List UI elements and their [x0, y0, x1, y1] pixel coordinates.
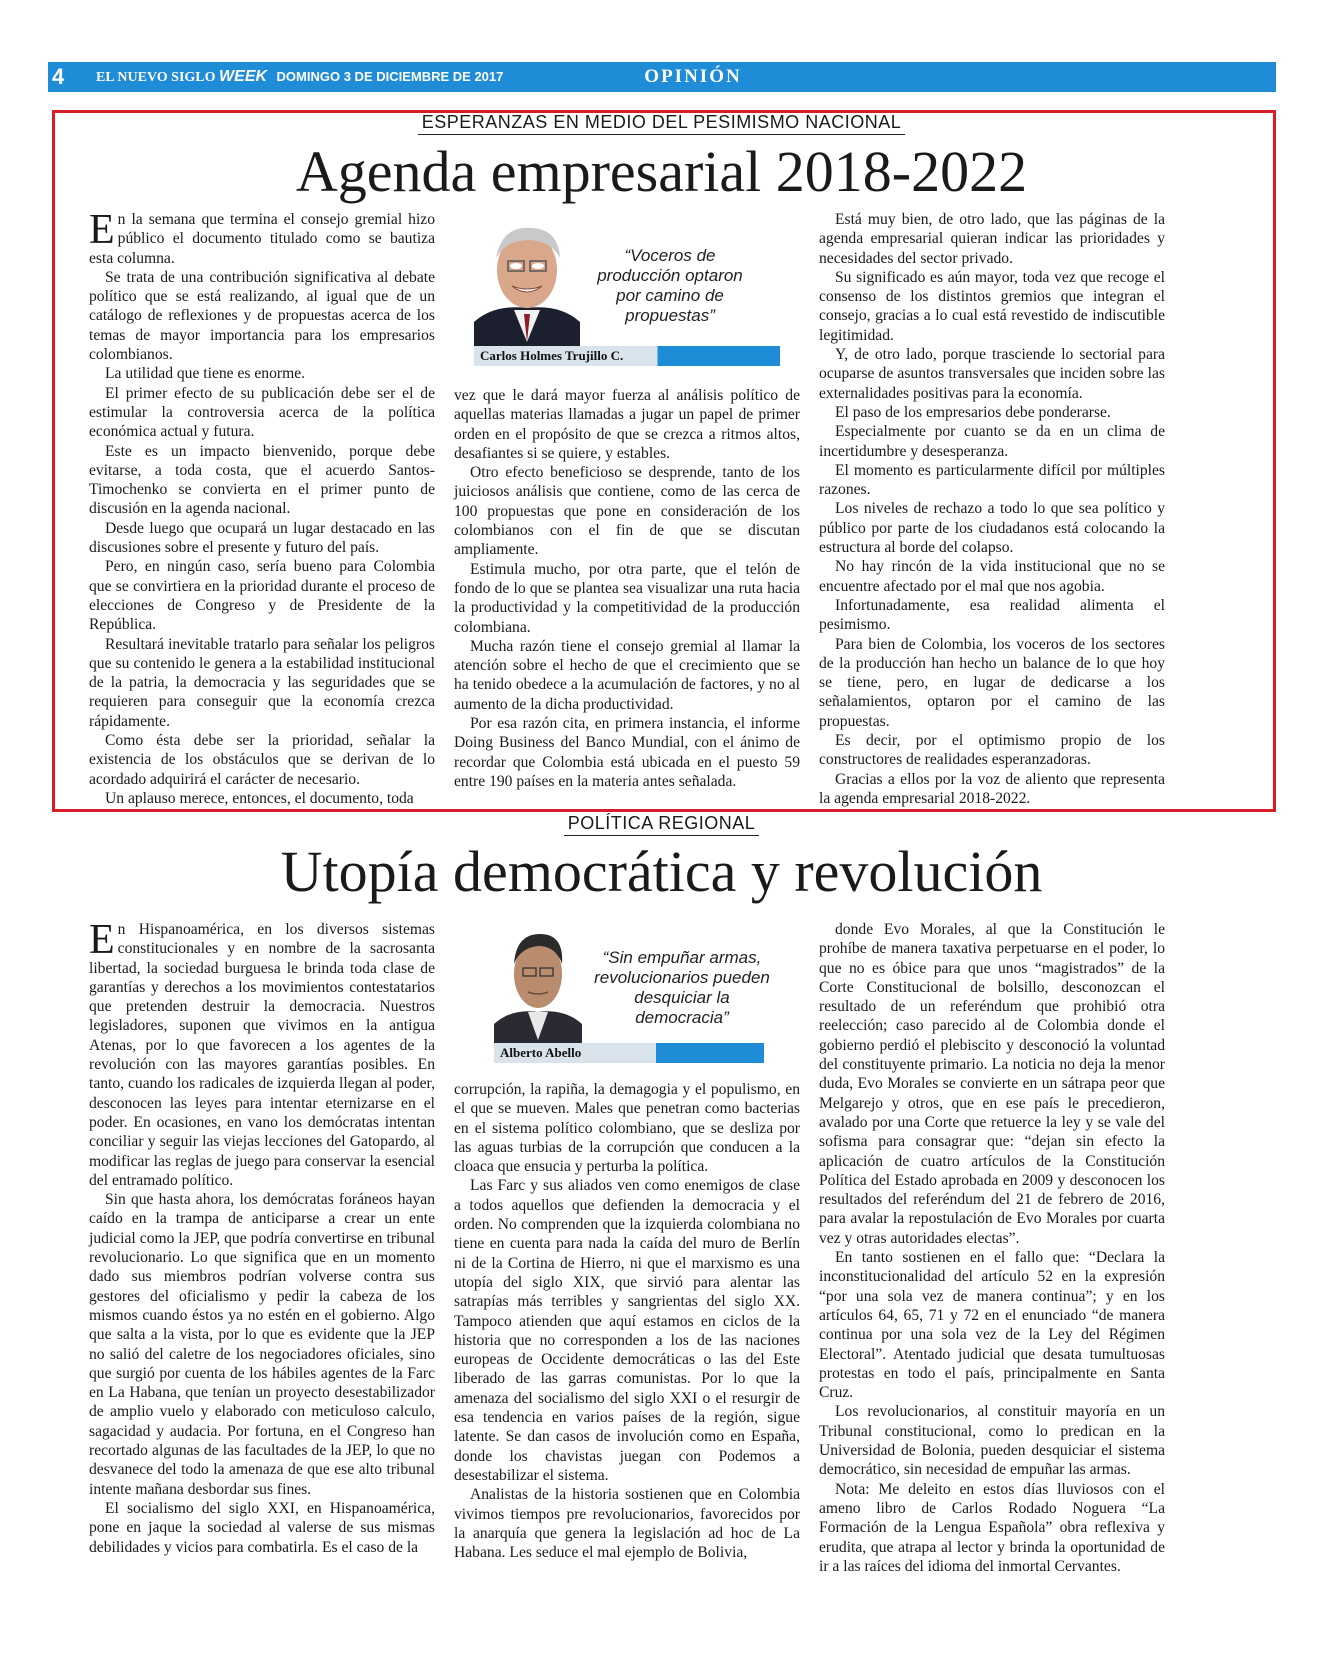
- paragraph: Especialmente por cuanto se da en un clima de incertidumbre y desesperanza.: [819, 423, 1165, 460]
- paragraph: Otro efecto beneficioso se desprende, tanto de los juiciosos análisis que contiene, como de las cerca de 100 propuestas que pone en consideración de los colombianos con el fin de que se discutan ampliamente.: [454, 464, 800, 559]
- paragraph: Los niveles de rechazo a todo lo que sea político y público por parte de los ciudadanos está colocando la estructura al borde del colapso.: [819, 500, 1165, 557]
- paragraph: Como ésta debe ser la prioridad, señalar la existencia de los obstáculos que se derivan de lo acordado adquirirá el carácter de necesario.: [89, 732, 435, 788]
- author-name-bar: [494, 1043, 764, 1063]
- paragraph: Resultará inevitable tratarlo para señalar los peligros que su contenido le genera a la estabilidad institucional de la patria, la democracia y las seguridades que se requieren para conseguir que la economía crezca rápidamente.: [89, 635, 435, 730]
- article-2-column-1: [89, 917, 435, 1557]
- author-photo: [474, 212, 580, 348]
- author-name: Carlos Holmes Trujillo C.: [480, 348, 624, 363]
- paragraph: El paso de los empresarios debe ponderarse.: [835, 403, 1111, 421]
- paragraph: Se trata de una contribución significativa al debate político que se está realizando, al igual que de un catálogo de reflexiones y de propuestas acerca de los temas de mayor importancia para los empresarios colombianos.: [89, 268, 435, 364]
- edition-name: WEEK: [219, 68, 268, 85]
- article-2-headline: Utopía democrática y revolución: [280, 839, 1043, 904]
- author-photo: [494, 920, 582, 1044]
- issue-date: DOMINGO 3 DE DICIEMBRE DE 2017: [276, 69, 504, 84]
- paragraph: Sin que hasta ahora, los demócratas foráneos hayan caído en la trampa de anticiparse a crear un ente judicial como la JEP, que podría convertirse en tribunal revolucionario. Lo que significa que en un momento dado sus miembros podrían volverse contra sus gestores del oficialismo y pedir la cabeza de los mismos cuando éstos ya no estén en el gobierno. Algo que salta a la vista, por lo que es evidente que la JEP no salió del caletre de los negociadores oficiales, sino que surgió por cuenta de los hábiles agentes de la Farc en La Habana, que tenían un proyecto desestabilizador de amplio vuelo y elaborado con meticuloso calculo, sagacidad y audacia. Por fortuna, en el Congreso han recortado algunas de las facultades de la JEP, lo que no desvanece del todo la amenaza de que ese alto tribunal intente mañana desbordar sus fines.: [89, 1191, 435, 1498]
- paragraph: Nota: Me deleito en estos días lluviosos con el ameno libro de Carlos Rodado Noguera “La Formación de la Lengua Española” obra reflexiva y erudita, que atrapa al lector y brinda la oportunidad de ir a las raíces del idioma del inmortal Cervantes.: [819, 1480, 1165, 1575]
- paragraph: Infortunadamente, esa realidad alimenta el pesimismo.: [819, 596, 1165, 634]
- paragraph: Para bien de Colombia, los voceros de los sectores de la producción han hecho un balance de lo que hoy se tiene, pero, en lugar de dedicarse a los señalamientos, optaron por el camino de las propuestas.: [819, 635, 1165, 730]
- paragraph: corrupción, la rapiña, la demagogia y el populismo, en el que se mueven. Males que penetran como bacterias en el sistema político colombiano, que se desliza por las aguas turbias de la corrupción que conducen a la cloaca que ensucia y perturba la política.: [454, 1081, 800, 1176]
- paragraph: Por esa razón cita, en primera instancia, el informe Doing Business del Banco Mundial, con el ánimo de recordar que Colombia está ubicada en el puesto 59 entre 190 países en la materia antes señalada.: [454, 715, 800, 790]
- paragraph: vez que le dará mayor fuerza al análisis político de aquellas materias llamadas a jugar un papel de primer orden en el propósito de que se crezca a ritmos altos, desafiantes si se quiere, y estables.: [454, 387, 800, 462]
- article-1-column-1: [89, 207, 435, 808]
- article-2-kicker: POLÍTICA REGIONAL: [0, 813, 1323, 834]
- paragraph: Es decir, por el optimismo propio de los constructores de realidades esperanzadoras.: [819, 732, 1165, 769]
- paragraph: Un aplauso merece, entonces, el documento, toda: [105, 789, 414, 807]
- paragraph: Desde luego que ocupará un lugar destacado en las discusiones sobre el presente y futuro del país.: [89, 519, 435, 557]
- article-1-column-3: [819, 210, 1165, 808]
- drop-cap: E: [89, 917, 115, 963]
- paragraph: La utilidad que tiene es enorme.: [105, 365, 306, 383]
- paragraph: Pero, en ningún caso, sería bueno para Colombia que se convirtiera en la prioridad durante el proceso de elecciones de Congreso y de Presidente de la República.: [89, 558, 435, 634]
- author-name-bar: [474, 346, 780, 366]
- paragraph: Las Farc y sus aliados ven como enemigos de clase a todos aquellos que defienden la democracia y el orden. No comprenden que la izquierda colombiana no tiene en cuenta para nada la caída del muro de Berlín ni de la Cortina de Hierro, ni que el marxismo es una utopía del siglo XIX, que sirvió para alentar las satrapías más terribles y sangrientas del siglo XX. Tampoco atienden que aquí estamos en ciclos de la historia que no corresponden a los de las naciones europeas de Occidente democráticas o las del Este liberado de las garras comunistas. Por lo que la amenaza del socialismo del siglo XXI o el resurgir de esa tendencia en varios países de la región, sigue latente. Se dan casos de involución como en España, donde los chavistas juegan con Podemos a desestabilizar el sistema.: [454, 1177, 800, 1484]
- article-2-column-3: [819, 920, 1165, 1576]
- paragraph: donde Evo Morales, al que la Constitución le prohíbe de manera taxativa perpetuarse en el poder, lo que no es óbice para que unos “magistrados” de la Corte Constitucional de bolsillo, desconozcan el resultado de un referéndum que prohibió otra reelección; caso parecido al de Colombia donde el gobierno perdió el plebiscito y desconoció la voluntad del constituyente primario. La noticia no deja la menor duda, Evo Morales se convierte en un sátrapa peor que Melgarejo y otros, que en ese país le precedieron, avalado por una Corte que retuerce la ley y se vale del sofisma para consagrar que: “dejan sin efecto la aplicación de cuatro artículos de la Constitución Política del Estado aprobada en 2009 y desconocen los resultados del referéndum del 21 de febrero de 2016, para avalar la repostulación de Evo Morales por cuarta vez y otras autoridades electas”.: [819, 921, 1165, 1247]
- page-number: 4: [52, 64, 65, 89]
- paragraph: Este es un impacto bienvenido, porque debe evitarse, a toda costa, que el acuerdo Santos-Timochenko se convierta en el primer punto de discusión en la agenda nacional.: [89, 442, 435, 518]
- section-label: OPINIÓN: [644, 66, 742, 87]
- paragraph: En Hispanoamérica, en los diversos sistemas constitucionales y en nombre de la sacrosanta libertad, la sociedad burguesa le brinda toda clase de garantías y derechos a los movimientos contestatarios que pretenden destruir la democracia. Nuestros legisladores, suponen que vivimos en la antigua Atenas, por lo que favorecen a los agentes de la revolución con las mayores garantías posibles. En tanto, cuando los radicales de izquierda llegan al poder, desconocen las leyes para intentar eternizarse en el poder. En ocasiones, en vano los demócratas intentan conciliar y seguir las viejas lecciones del Gatopardo, al modificar las reglas de juego para conservar la esencial del entramado político.: [89, 917, 435, 1189]
- paragraph: Está muy bien, de otro lado, que las páginas de la agenda empresarial quieran indicar las prioridades y necesidades del sector privado.: [819, 211, 1165, 267]
- publication-line: [96, 62, 503, 93]
- paragraph: Analistas de la historia sostienen que en Colombia vivimos tiempos pre revolucionarios, favorecidos por la anarquía que genera la legislación ad hoc de La Habana. Les seduce el mal ejemplo de Bolivia,: [454, 1486, 800, 1562]
- paragraph: Mucha razón tiene el consejo gremial al llamar la atención sobre el hecho de que el crecimiento que se ha tenido obedece a la acumulación de factores, y no al aumento de la dicha productividad.: [454, 637, 800, 713]
- paragraph: El momento es particularmente difícil por múltiples razones.: [819, 461, 1165, 499]
- paragraph: En la semana que termina el consejo gremial hizo público el documento titulado como se bautiza esta columna.: [89, 207, 435, 267]
- paragraph: En tanto sostienen en el fallo que: “Declara la inconstitucionalidad del artículo 52 en la expresión “por una sola vez de manera continua”; y en los artículos 64, 65, 71 y 72 en el enunciado “de manera continua por una sola vez de la Ley del Régimen Electoral”. Atentado judicial que desata tumultuosas protestas en todo el país, principalmente en Santa Cruz.: [819, 1249, 1165, 1402]
- paragraph: Y, de otro lado, porque trasciende lo sectorial para ocuparse de asuntos transversales que inciden sobre las externalidades positivas para la economía.: [819, 346, 1165, 402]
- article-1-headline: Agenda empresarial 2018-2022: [295, 139, 1028, 204]
- paragraph: Gracias a ellos por la voz de aliento que representa la agenda empresarial 2018-2022.: [819, 770, 1165, 807]
- paragraph: Estimula mucho, por otra parte, que el telón de fondo de lo que se plantea sea visualizar una ruta hacia la productividad y la competitividad de la producción colombiana.: [454, 560, 800, 636]
- article-2-column-2: [454, 1080, 800, 1562]
- paragraph: Los revolucionarios, al constituir mayoría en un Tribunal constitucional, como lo predican en la Universidad de Bolonia, pueden desquiciar el sistema democrático, sin necesidad de empuñar las armas.: [819, 1403, 1165, 1479]
- article-1-kicker: ESPERANZAS EN MEDIO DEL PESIMISMO NACIONAL: [0, 112, 1323, 133]
- paragraph: El primer efecto de su publicación debe ser el de estimular la controversia acerca de la política económica actual y futura.: [89, 384, 435, 441]
- paragraph: Su significado es aún mayor, toda vez que recoge el consenso de los distintos gremios que integran el consejo, gracias a lo cual está revestido de indiscutible legitimidad.: [819, 268, 1165, 344]
- author-name: Alberto Abello: [500, 1045, 582, 1060]
- drop-cap: E: [89, 207, 115, 253]
- pull-quote: “Sin empuñar armas, revolucionarios pueden desquiciar la democracia”: [594, 948, 770, 1027]
- masthead-bar: [48, 62, 1276, 92]
- paragraph: El socialismo del siglo XXI, en Hispanoamérica, pone en jaque la sociedad al valerse de sus mismas debilidades y vicios para combatirla. Es el caso de la: [89, 1499, 435, 1556]
- publication-name: EL NUEVO SIGLO: [96, 70, 216, 85]
- pull-quote: “Voceros de producción optaron por camino de propuestas”: [597, 246, 743, 325]
- article-1-column-2: [454, 386, 800, 791]
- paragraph: No hay rincón de la vida institucional que no se encuentre afectado por el mal que nos agobia.: [819, 558, 1165, 595]
